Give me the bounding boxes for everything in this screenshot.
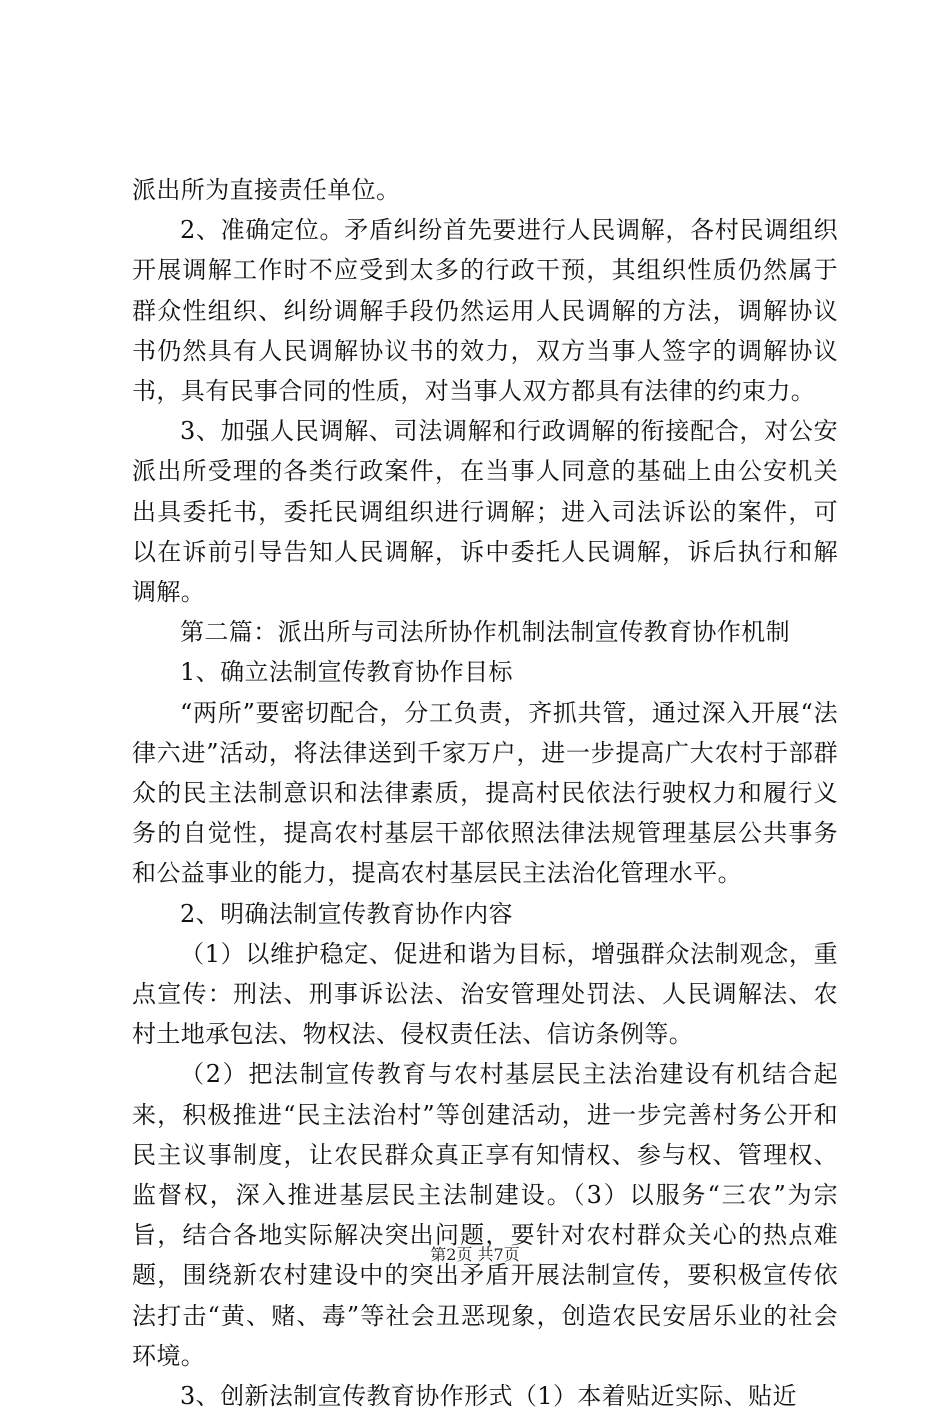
paragraph-2: 3、加强人民调解、司法调解和行政调解的衔接配合，对公安派出所受理的各类行政案件，在当事人同意的基础上由公安机关出具委托书，委托民调组织进行调解；进入司法诉讼的案件，可以在诉前引导告知人民调解，诉中委托人民调解，诉后执行和解调解。: [132, 417, 838, 607]
page-footer: [0, 1244, 950, 1266]
paragraph-7: （1）以维护稳定、促进和谐为目标，增强群众法制观念，重点宣传：刑法、刑事诉讼法、治安管理处罚法、人民调解法、农村土地承包法、物权法、侵权责任法、信访条例等。: [132, 939, 838, 1049]
paragraph-5: “两所”要密切配合，分工负责，齐抓共管，通过深入开展“法律六进”活动，将法律送到千家万户，进一步提高广大农村于部群众的民主法制意识和法律素质，提高村民依法行驶权力和履行义务的自觉性，提高农村基层干部依照法律法规管理基层公共事务和公益事业的能力，提高农村基层民主法治化管理水平。: [132, 698, 838, 888]
paragraph-8: （2）把法制宣传教育与农村基层民主法治建设有机结合起来，积极推进“民主法治村”等创建活动，进一步完善村务公开和民主议事制度，让农民群众真正享有知情权、参与权、管理权、监督权，深入推进基层民主法制建设。（3）以服务“三农”为宗旨，结合各地实际解决突出问题，要针对农村群众关心的热点难题，围绕新农村建设中的突出矛盾开展法制宣传，要积极宣传依法打击“黄、赌、毒”等社会丑恶现象，创造农民安居乐业的社会环境。: [132, 1060, 838, 1370]
document-body: [132, 170, 838, 1416]
paragraph-0: 派出所为直接责任单位。: [132, 176, 401, 204]
page-number: 第2页 共7页: [430, 1245, 520, 1264]
paragraph-6: 2、明确法制宣传教育协作内容: [180, 899, 513, 928]
paragraph-9: 3、创新法制宣传教育协作形式（1）本着贴近实际、贴近: [180, 1382, 797, 1411]
paragraph-1: 2、准确定位。矛盾纠纷首先要进行人民调解，各村民调组织开展调解工作时不应受到太多的行政干预，其组织性质仍然属于群众性组织、纠纷调解手段仍然运用人民调解的方法，调解协议书仍然具有人民调解协议书的效力，双方当事人签字的调解协议书，具有民事合同的性质，对当事人双方都具有法律的约束力。: [132, 216, 838, 406]
section-heading-part-two: 第二篇：派出所与司法所协作机制法制宣传教育协作机制: [180, 618, 790, 647]
paragraph-4: 1、确立法制宣传教育协作目标: [180, 658, 513, 687]
